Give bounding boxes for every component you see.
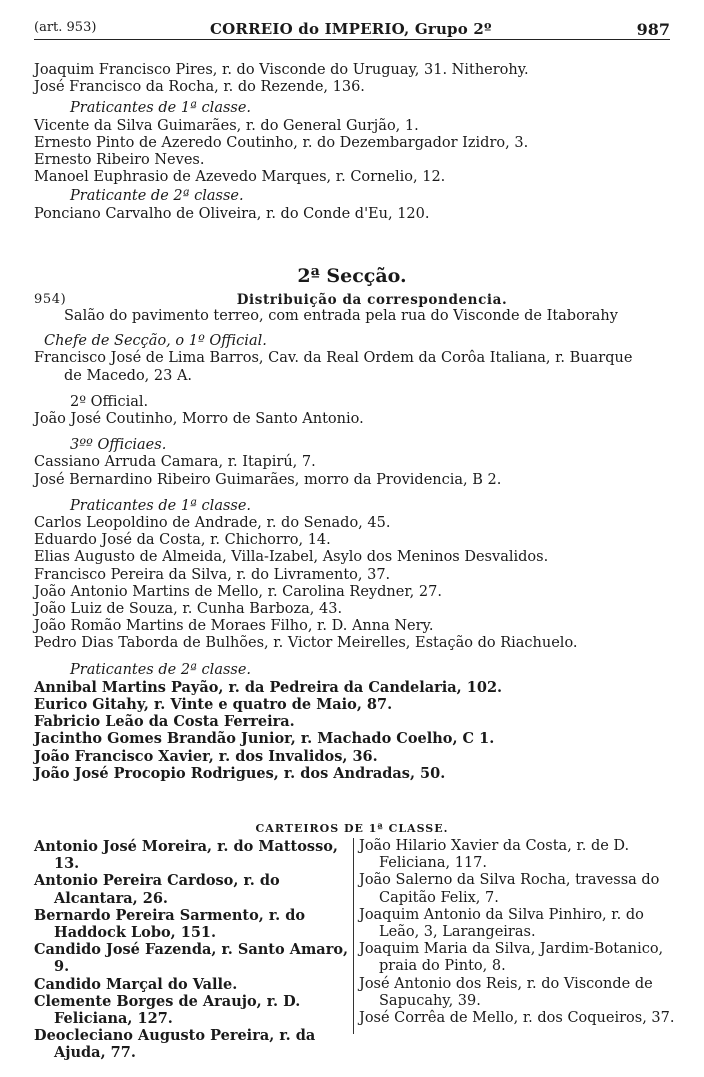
- section-intro: Salão do pavimento terreo, com entrada pela rua do Visconde de Itaborahy: [64, 308, 618, 324]
- list-item: Jacintho Gomes Brandão Junior, r. Machado Coelho, C 1.: [34, 730, 495, 748]
- praticantes-1-label: Praticantes de 1ª classe.: [70, 497, 252, 514]
- list-item: José Antonio dos Reis, r. do Visconde de Sapucahy, 39.: [359, 975, 653, 1009]
- list-item: Cassiano Arruda Camara, r. Itapirú, 7.: [34, 454, 316, 471]
- list-item: Joaquim Francisco Pires, r. do Visconde do Uruguay, 31. Nitherohy.: [34, 62, 529, 78]
- list-item: Eurico Gitahy, r. Vinte e quatro de Maio, 87.: [34, 696, 393, 714]
- list-item: Candido Marçal do Valle.: [34, 975, 238, 993]
- list-item: Manoel Euphrasio de Azevedo Marques, r. Cornelio, 12.: [34, 169, 446, 186]
- list-item: Ernesto Ribeiro Neves.: [34, 152, 205, 169]
- list-item: Deocleciano Augusto Pereira, r. da Ajuda, 77.: [34, 1027, 316, 1062]
- column-divider: [353, 838, 354, 1034]
- list-item: Ponciano Carvalho de Oliveira, r. do Conde d'Eu, 120.: [34, 205, 430, 222]
- list-item: Pedro Dias Taborda de Bulhões, r. Victor Meirelles, Estação do Riachuelo.: [34, 635, 578, 652]
- article-number: (art. 953): [34, 20, 97, 35]
- list-item: José Francisco da Rocha, r. do Rezende, 136.: [34, 79, 365, 96]
- list-item: João Salerno da Silva Rocha, travessa do Capitão Felix, 7.: [359, 872, 660, 906]
- chefe-line: [34, 350, 684, 367]
- chefe-label: Chefe de Secção, o 1º Official.: [44, 333, 267, 350]
- list-item: Fabricio Leão da Costa Ferreira.: [34, 713, 295, 731]
- officials3-label: 3ºº Officiaes.: [70, 437, 167, 454]
- list-item: Clemente Borges de Araujo, r. D. Feliciana, 127.: [34, 992, 301, 1028]
- section2-block: [34, 308, 684, 782]
- chefe-text: Francisco José de Lima Barros, Cav. da Real Ordem da Corôa Italiana, r. Buarque: [34, 350, 633, 367]
- list-item: João Antonio Martins de Mello, r. Carolina Reydner, 27.: [34, 583, 442, 600]
- page-header: [34, 20, 670, 40]
- list-item: Eduardo José da Costa, r. Chichorro, 14.: [34, 532, 331, 549]
- section-heading: 2ª Secção.: [297, 265, 407, 287]
- section-number: 954): [34, 292, 67, 307]
- list-item: Ernesto Pinto de Azeredo Coutinho, r. do Dezembargador Izidro, 3.: [34, 134, 529, 151]
- list-item: Elias Augusto de Almeida, Villa-Izabel, Asylo dos Meninos Desvalidos.: [34, 549, 549, 566]
- carteiros-title: CARTEIROS DE 1ª CLASSE.: [255, 822, 449, 835]
- list-item: Antonio José Moreira, r. do Mattosso, 13.: [34, 838, 338, 873]
- running-title: CORREIO do IMPERIO, Grupo 2º: [210, 20, 492, 38]
- list-item: Joaquim Maria da Silva, Jardim-Botanico, praia do Pinto, 8.: [359, 941, 664, 975]
- chefe-line-continued: de Macedo, 23 A.: [64, 367, 193, 384]
- list-item: João Francisco Xavier, r. dos Invalidos, 36.: [34, 747, 378, 765]
- list-item: João Luiz de Souza, r. Cunha Barboza, 43.: [34, 601, 343, 618]
- list-item: João José Procopio Rodrigues, r. dos Andradas, 50.: [34, 764, 446, 782]
- page-number: 987: [636, 20, 670, 39]
- carteiros-left-column: [34, 838, 352, 1062]
- section-subheading: [34, 292, 670, 308]
- list-item: Bernardo Pereira Sarmento, r. do Haddock Lobo, 151.: [34, 906, 306, 942]
- list-item: Francisco Pereira da Silva, r. do Livramento, 37.: [34, 566, 391, 583]
- list-item: Candido José Fazenda, r. Santo Amaro, 9.: [34, 941, 349, 976]
- list-item: João Hilario Xavier da Costa, r. de D. Feliciana, 117.: [359, 838, 630, 872]
- list-item: Antonio Pereira Cardoso, r. do Alcantara, 26.: [34, 872, 280, 907]
- subheading-praticante-2: Praticante de 2ª classe.: [70, 188, 244, 205]
- subheading-praticantes-1: Praticantes de 1ª classe.: [70, 100, 252, 117]
- official2-label: 2º Official.: [70, 393, 149, 410]
- list-item: Annibal Martins Payão, r. da Pedreira da Candelaria, 102.: [34, 678, 503, 696]
- section1-block: [34, 62, 684, 223]
- list-item: João Romão Martins de Moraes Filho, r. D. Anna Nery.: [34, 618, 434, 635]
- carteiros-right-column: [359, 838, 677, 1027]
- praticantes-2-label: Praticantes de 2ª classe.: [70, 661, 252, 678]
- list-item: Joaquim Antonio da Silva Pinhiro, r. do Leão, 3, Larangeiras.: [359, 906, 644, 941]
- list-item: José Bernardino Ribeiro Guimarães, morro da Providencia, B 2.: [34, 471, 502, 488]
- list-item: João José Coutinho, Morro de Santo Antonio.: [34, 411, 364, 428]
- list-item: Carlos Leopoldino de Andrade, r. do Senado, 45.: [34, 515, 391, 532]
- list-item: Vicente da Silva Guimarães, r. do General Gurjão, 1.: [34, 117, 419, 134]
- header-rule: [34, 39, 670, 40]
- section-title: Distribuição da correspondencia.: [236, 292, 508, 308]
- list-item: José Corrêa de Mello, r. dos Coqueiros, 37.: [359, 1010, 675, 1027]
